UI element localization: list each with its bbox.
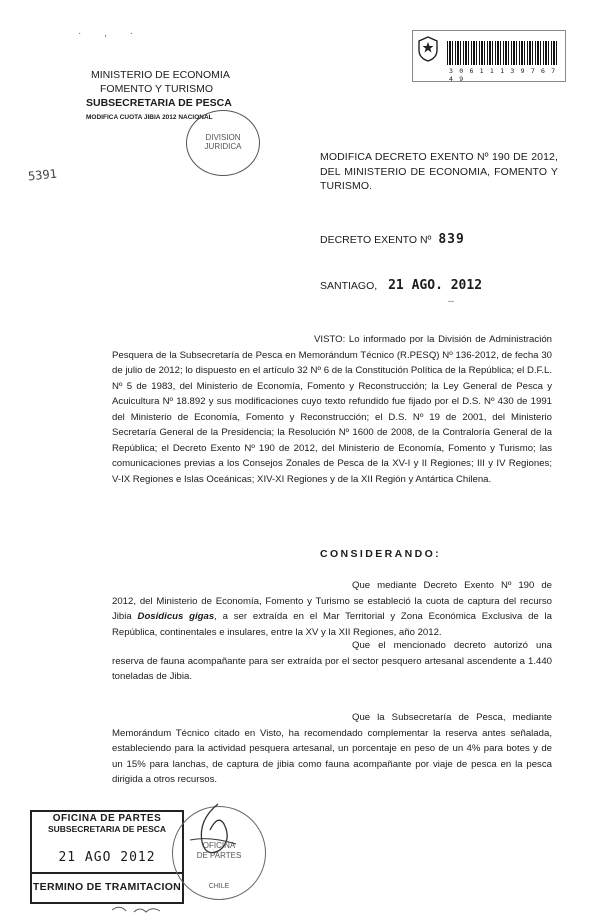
place: SANTIAGO, [320, 280, 378, 292]
subject-tag: MODIFICA CUOTA JIBIA 2012 NACIONAL [86, 114, 213, 121]
ministry-subtitle: FOMENTO Y TURISMO [100, 83, 213, 95]
oficina-partes-stamp [30, 810, 184, 874]
subsecretaria-name: SUBSECRETARIA DE PESCA [86, 97, 232, 109]
division-juridica-stamp [186, 110, 260, 176]
handwritten-number: 5391 [27, 166, 58, 184]
species-name: Dosidicus gigas [137, 611, 215, 622]
considerando-3: Que la Subsecretaría de Pesca, mediante Memorándum Técnico citado en Visto, ha recomendado complementar la reserva antes señalada, estableciendo para la actividad pesquera artesanal, un porcentaje en peso de un 4% para botes y de un 15% para lanchas, de captura de jibia como fauna acompañante por viaje de pesca en la pesca dirigida a otros recursos. [112, 712, 552, 785]
round-stamp-line: OFICINA [202, 841, 236, 850]
signature-scrawl [180, 800, 250, 870]
decree-number-line [320, 232, 465, 247]
document-title: MODIFICA DECRETO EXENTO Nº 190 DE 2012, DEL MINISTERIO DE ECONOMIA, FOMENTO Y TURISMO. [320, 151, 558, 192]
considerando-heading: CONSIDERANDO: [320, 548, 442, 560]
decree-date: 21 AGO. 2012 [388, 278, 483, 293]
barcode-label [412, 30, 566, 82]
decree-number: 839 [438, 232, 465, 247]
termino-tramitacion-stamp: TERMINO DE TRAMITACION [30, 874, 184, 904]
stamp-line: DIVISION [205, 133, 241, 142]
chile-crest-icon [417, 36, 439, 62]
considerando-1-tail: , a ser extraída en el Mar Territorial y Zona Económica Exclusiva de la República, continentales e insulares, entre la XV y la XII Regiones, año 2012. [112, 611, 552, 638]
decree-label: DECRETO EXENTO Nº [320, 234, 432, 246]
round-stamp-bottom: CHILE [208, 883, 230, 890]
barcode-number: 3 0 6 1 1 1 3 9 7 6 7 4 9 [449, 67, 557, 83]
stamp-line: JURIDICA [204, 142, 242, 151]
bottom-handwriting [110, 902, 170, 916]
stamp-office: OFICINA DE PARTES [52, 813, 162, 824]
visto-paragraph: VISTO: Lo informado por la División de Administración Pesquera de la Subsecretaría de Pesca en Memorándum Técnico (R.PESQ) Nº 136-2012, de fecha 30 de julio de 2012; lo dispuesto en el artículo 32 Nº 6 de la Constitución Política de la República; el D.F.L. Nº 5 de 1983, del Ministerio de Economía, Fomento y Reconstrucción; la Ley General de Pesca y Acuicultura Nº 18.892 y sus modificaciones cuyo texto refundido fue fijado por el D.S. Nº 430 de 1991 del Ministerio de Economía, Fomento y Reconstrucción; el D.S. Nº 19 de 2001, del Ministerio Secretaría General de la Presidencia; la Resolución Nº 1600 de 2008, de la Contraloría General de la República; el Decreto Exento Nº 190 de 2012, del Ministerio de Economía, Fomento y Turismo; las comunicaciones previas a los Consejos Zonales de Pesca de la XV-I y II Regiones; III y IV Regiones; V-IX Regiones e Islas Oceánicas; XIV-XI Regiones y de la XII Región y Antártica Chilena. [112, 334, 552, 485]
stamp-office-sub: SUBSECRETARIA DE PESCA [47, 824, 167, 834]
ministry-name: MINISTERIO DE ECONOMIA [91, 69, 230, 81]
round-stamp-line: DE PARTES [196, 851, 242, 860]
place-date-line [320, 278, 482, 293]
scan-marks: · , · [78, 28, 143, 39]
stamp-date: 21 AGO 2012 [58, 850, 156, 865]
date-mark: -- [448, 296, 454, 306]
barcode-bars [447, 41, 557, 65]
considerando-1 [112, 578, 552, 640]
considerando-2: Que el mencionado decreto autorizó una reserva de fauna acompañante para ser extraída por el sector pesquero artesanal ascendente a 1.440 toneladas de Jibia. [112, 640, 552, 682]
considerando-1-text: Que mediante Decreto Exento Nº 190 de 2012, del Ministerio de Economía, Fomento y Turismo se estableció la cuota de captura del recurso Jibia [112, 580, 552, 622]
